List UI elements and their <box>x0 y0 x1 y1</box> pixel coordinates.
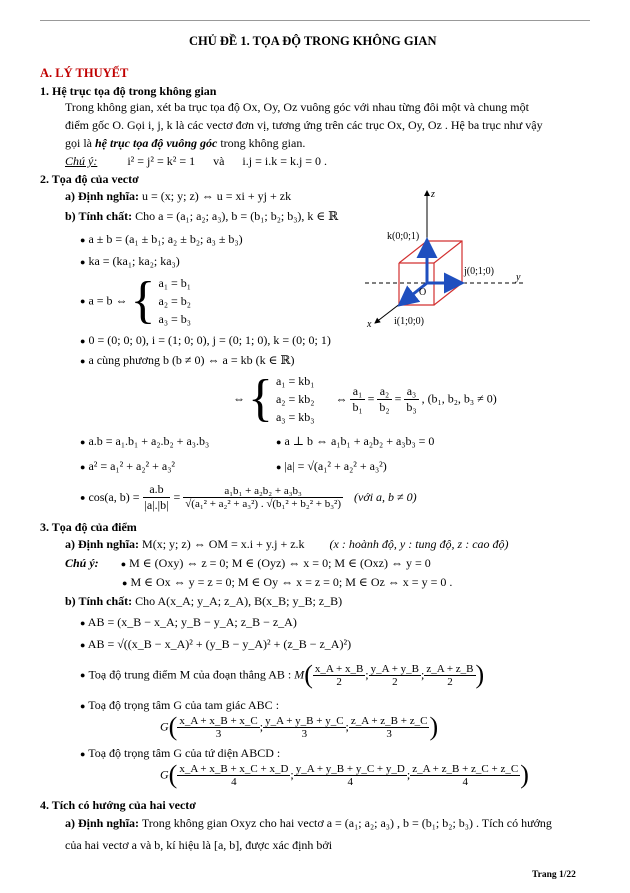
s1-p3a: gọi là <box>65 136 92 150</box>
s2-bullet-sum: ● a ± b = (a₁ ± b₁; a₂ ± b₂; a₃ ± b₃) <box>80 232 243 246</box>
page-title: CHỦ ĐỀ 1. TỌA ĐỘ TRONG KHÔNG GIAN <box>189 34 437 48</box>
s2-b3-system <box>159 274 191 328</box>
s2-def-text: u = (x; y; z) ⇔ u = xi + yj + zk <box>142 189 292 203</box>
s2-b3-row: a₂ = b₂ <box>158 294 191 308</box>
s4-def-label: a) Định nghĩa: <box>65 816 140 830</box>
s2-bullet-dot: ● a.b = a₁.b₁ + a₂.b₂ + a₃.b₃ <box>80 434 210 448</box>
s2-bullet-unit-vectors: ● 0 = (0; 0; 0), i = (1; 0; 0), j = (0; 1; 0), k = (0; 0; 1) <box>80 333 331 347</box>
s3-prop-label: b) Tính chất: <box>65 594 133 608</box>
s1-note <box>65 154 327 169</box>
s2-bullet-length: ● |a| = √(a₁² + a₂² + a₃²) <box>276 459 387 473</box>
s2-ratio-1: $\frac{\text{a₁}}{\text{b₁}}$ <box>352 383 363 414</box>
s1-para-line2: điểm gốc O. Gọi i, j, k là các vectơ đơn vị, tương ứng trên các trục Ox, Oy, Oz . Hệ ba trục như vậy <box>65 118 543 132</box>
s2-b3-lhs: a = b ⇔ <box>88 293 128 308</box>
s1-note-eq2: i.j = i.k = k.j = 0 . <box>242 154 328 168</box>
coordinate-system-figure <box>355 183 535 333</box>
s2-heading: 2. Tọa độ của vectơ <box>40 172 139 186</box>
s1-p3c: trong không gian. <box>220 136 306 150</box>
x-axis-label: x <box>367 319 372 330</box>
unit-cube <box>399 241 462 305</box>
y-axis-label: y <box>516 272 521 283</box>
s3-bullet-centroid-triangle: ● Toạ độ trọng tâm G của tam giác ABC : <box>80 698 280 712</box>
s2-b5-text: a cùng phương b (b ≠ 0) ⇔ a = kb (k ∈ ℝ) <box>88 353 295 367</box>
s2-ratio-3: $\frac{\text{a₃}}{\text{b₃}}$ <box>406 383 417 414</box>
s3-prop-text: Cho A(x_A; y_A; z_A), B(x_B; y_B; z_B) <box>135 594 343 608</box>
s4-l1-text: Trong không gian Oxyz cho hai vectơ a = (a₁; a₂; a₃) , b = (b₁; b₂; b₃) . Tích có hướng <box>141 816 552 830</box>
z-axis-label: z <box>431 189 435 200</box>
page-number: Trang 1/22 <box>532 870 576 880</box>
s2-b9-cond: (với a, b ≠ 0) <box>354 490 417 504</box>
s2-b9-frac1: $\frac{a.b}{|a|.|b|}$ <box>144 482 169 512</box>
s1-note-label: Chú ý: <box>65 154 98 168</box>
s2-properties <box>65 209 338 224</box>
s3-properties <box>65 594 342 609</box>
s2-b3-row: a₃ = b₃ <box>158 312 191 326</box>
s3-bullet-midpoint: ● Toạ độ trung điểm M của đoạn thẳng AB : M( $\frac{x\_A + x\_B}{2}$ ; $\frac{y\_A + y\_B}{2}$ ; $\frac{z\_A + z\_B}{2}$ ) <box>80 660 485 689</box>
s2-collinear-system: ⇔ { a₁ = kb₁ a₂ = kb₂ a₃ = kb₃ ⇔ $\frac{\text{a₁}}{\text{b₁}}$ = $\frac{\text{a₂}}{\text{b₂}}$ = $\frac{\text{a₃}}{\text{b₃}}$ , (b₁, b₂, b₃ ≠ 0) <box>233 370 497 427</box>
s2-b9-lhs: cos(a, b) = <box>88 490 140 504</box>
s3-definition <box>65 537 509 552</box>
s3-note: Chú ý: ● M ∈ (Oxy) ⇔ z = 0; M ∈ (Oyz) ⇔ x = 0; M ∈ (Oxz) ⇔ y = 0 <box>65 556 431 570</box>
j-vector-label: j(0;1;0) <box>464 266 494 277</box>
s3-def-note: (x : hoành độ, y : tung độ, z : cao độ) <box>329 537 509 551</box>
k-vector-label: k(0;0;1) <box>387 231 420 242</box>
s2-b9-frac2: $\frac{\text{a₁b₁ + a₂b₂ + a₃b₃}}{\text{√(a₁² + a₂² + a₃²) . √(b₁² + b₂² + b₃²)}}$ <box>185 485 341 510</box>
s2-bullet-scalar: ● ka = (ka₁; ka₂; ka₃) <box>80 254 180 268</box>
s3-p3-text: Toạ độ trung điểm M của đoạn thẳng AB : <box>88 667 292 682</box>
s3-p1-text: AB = (x_B − x_A; y_B − y_A; z_B − z_A) <box>87 615 297 629</box>
s4-line2: của hai vectơ a và b, kí hiệu là [a, b], được xác định bởi <box>65 838 333 852</box>
s3-p4-g: G <box>160 719 169 734</box>
s2-ratio-2: $\frac{\text{a₂}}{\text{b₂}}$ <box>379 383 390 414</box>
s4-line1 <box>65 816 552 831</box>
s3-p3-m: M <box>294 667 305 682</box>
s3-p5-text: Toạ độ trọng tâm G của tứ diện ABCD : <box>88 746 281 760</box>
s3-note1: M ∈ (Oxy) ⇔ z = 0; M ∈ (Oyz) ⇔ x = 0; M ∈ (Oxz) ⇔ y = 0 <box>129 556 431 570</box>
origin-label: O <box>419 287 427 298</box>
s3-bullet-vector-ab: ● AB = (x_B − x_A; y_B − y_A; z_B − z_A) <box>80 615 297 629</box>
s1-note-and: và <box>213 154 225 168</box>
s3-note-line2: ● M ∈ Ox ⇔ y = z = 0; M ∈ Oy ⇔ x = z = 0; M ∈ Oz ⇔ x = y = 0 . <box>122 575 453 589</box>
s3-p5-g: G <box>160 767 169 782</box>
s2-bullet-equal: ● a = b ⇔ { a₁ = b₁ a₂ = b₂ a₃ = b₃ <box>80 272 191 329</box>
s2-b6-row: a₁ = kb₁ <box>275 374 315 388</box>
s2-prop-label: b) Tính chất: <box>65 209 133 223</box>
s2-b7b-text: a ⊥ b ⇔ a₁b₁ + a₂b₂ + a₃b₃ = 0 <box>284 434 435 448</box>
s2-b8b-text: |a| = √(a₁² + a₂² + a₃²) <box>284 459 387 473</box>
s2-def-label: a) Định nghĩa: <box>65 189 140 203</box>
s3-note-label: Chú ý: <box>65 556 99 570</box>
s2-b2-text: ka = (ka₁; ka₂; ka₃) <box>88 254 180 268</box>
s3-p2-text: AB = √((x_B − x_A)² + (y_B − y_A)² + (z_B − z_A)²) <box>87 637 352 651</box>
s2-definition <box>65 189 291 204</box>
s2-b6-cond: , (b₁, b₂, b₃ ≠ 0) <box>421 391 497 406</box>
s1-para-line1: Trong không gian, xét ba trục tọa độ Ox, Oy, Oz vuông góc với nhau từng đôi một và chung một <box>65 100 529 114</box>
s3-heading: 3. Tọa độ của điểm <box>40 520 137 534</box>
s2-bullet-cosine: ● cos(a, b) = $\frac{a.b}{|a|.|b|}$ = $\frac{\text{a₁b₁ + a₂b₂ + a₃b₃}}{\text{√(a₁² + a₂² + a₃²) . √(b₁² + b₂² + b₃²)}}$ (với a, b ≠ 0) <box>80 482 417 512</box>
section-a-heading: A. LÝ THUYẾT <box>40 66 129 80</box>
s3-bullet-distance-ab: ● AB = √((x_B − x_A)² + (y_B − y_A)² + (z_B − z_A)²) <box>80 637 352 651</box>
s3-def-label: a) Định nghĩa: <box>65 537 140 551</box>
s1-note-eq1: i² = j² = k² = 1 <box>127 154 196 168</box>
s2-b8a-text: a² = a₁² + a₂² + a₃² <box>88 459 175 473</box>
s2-prop-text: Cho a = (a₁; a₂; a₃), b = (b₁; b₂; b₃), k ∈ ℝ <box>135 209 339 223</box>
s3-note2: M ∈ Ox ⇔ y = z = 0; M ∈ Oy ⇔ x = z = 0; M ∈ Oz ⇔ x = y = 0 . <box>130 575 453 589</box>
s1-p3b: hệ trục tọa độ vuông góc <box>95 136 218 150</box>
s2-bullet-square: ● a² = a₁² + a₂² + a₃² <box>80 459 175 473</box>
s2-bullet-perp: ● a ⊥ b ⇔ a₁b₁ + a₂b₂ + a₃b₃ = 0 <box>276 434 435 448</box>
s3-def-text: M(x; y; z) ⇔ OM = x.i + y.j + z.k <box>142 537 305 551</box>
i-vector-label: i(1;0;0) <box>394 316 424 327</box>
s2-b6-row: a₂ = kb₂ <box>275 392 315 406</box>
top-rule <box>40 20 590 21</box>
s2-b6-row: a₃ = kb₃ <box>275 410 315 424</box>
s1-para-line3 <box>65 136 305 151</box>
s4-heading: 4. Tích có hướng của hai vectơ <box>40 798 196 812</box>
s2-bullet-collinear: ● a cùng phương b (b ≠ 0) ⇔ a = kb (k ∈ ℝ) <box>80 353 295 367</box>
s3-centroid-tetra-formula: G( $\frac{x\_A + x\_B + x\_C + x\_D}{4}$ ; $\frac{y\_A + y\_B + y\_C + y\_D}{4}$ ; $\frac{z\_A + z\_B + z\_C + z\_C}{4}$ ) <box>160 760 529 789</box>
s2-b3-row: a₁ = b₁ <box>158 276 191 290</box>
s2-b4-text: 0 = (0; 0; 0), i = (1; 0; 0), j = (0; 1; 0), k = (0; 0; 1) <box>88 333 331 347</box>
s3-p4-text: Toạ độ trọng tâm G của tam giác ABC : <box>88 698 280 712</box>
s3-bullet-centroid-tetra: ● Toạ độ trọng tâm G của tứ diện ABCD : <box>80 746 281 760</box>
s1-heading: 1. Hệ trục tọa độ trong không gian <box>40 84 217 98</box>
s2-b1-text: a ± b = (a₁ ± b₁; a₂ ± b₂; a₃ ± b₃) <box>88 232 243 246</box>
s3-centroid-triangle-formula: G( $\frac{x\_A + x\_B + x\_C}{3}$ ; $\frac{y\_A + y\_B + y\_C}{3}$ ; $\frac{z\_A + z\_B + z\_C}{3}$ ) <box>160 712 439 741</box>
s2-b7a-text: a.b = a₁.b₁ + a₂.b₂ + a₃.b₃ <box>88 434 210 448</box>
